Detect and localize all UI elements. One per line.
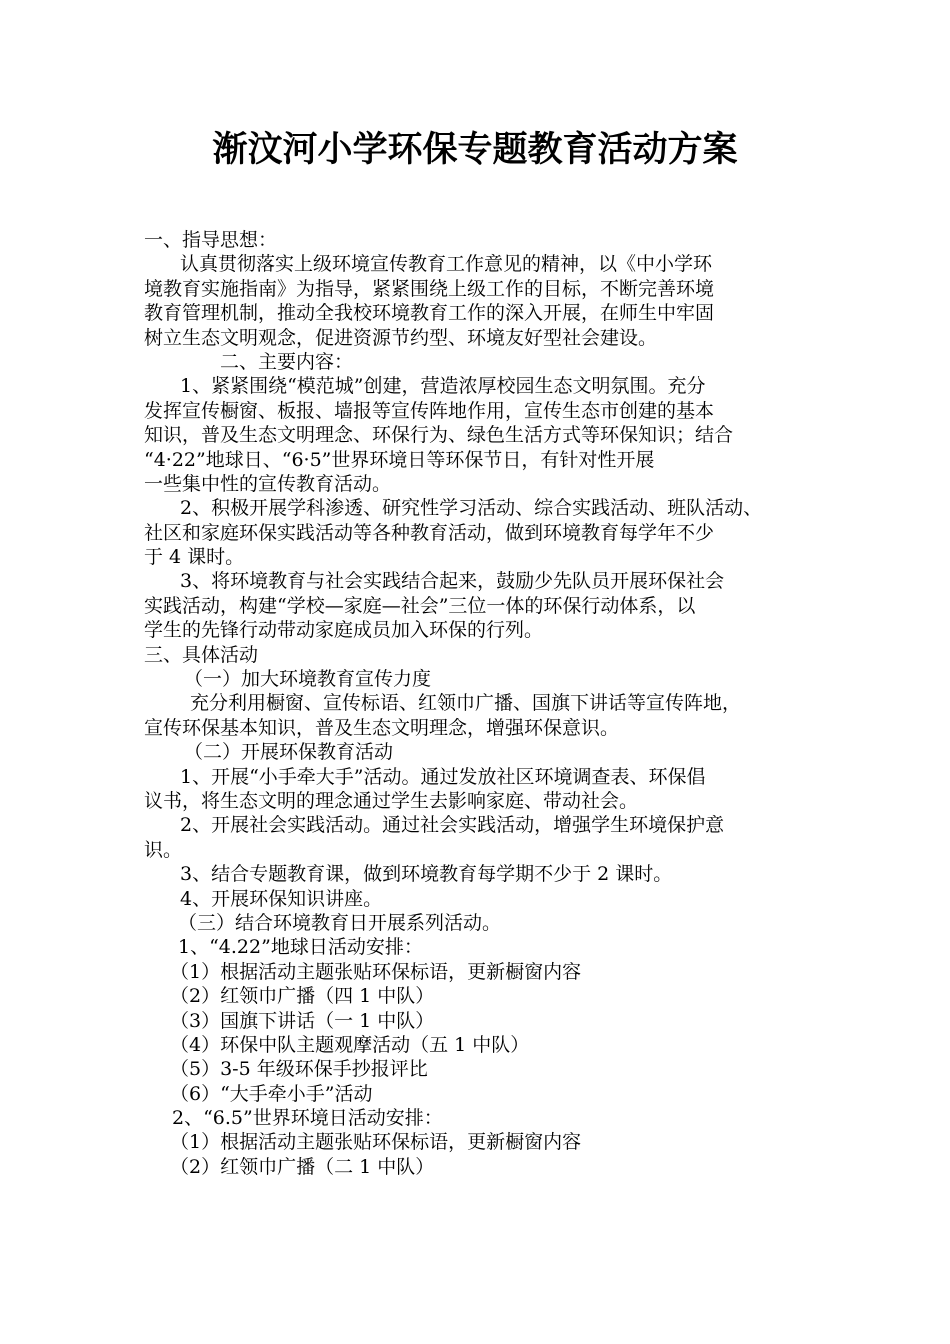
- paragraph-line: 社区和家庭环保实践活动等各种教育活动，做到环境教育每学年不少: [144, 521, 715, 544]
- heading-specific-activities: 三、具体活动: [144, 643, 259, 666]
- paragraph-line: 实践活动，构建“学校—家庭—社会”三位一体的环保行动体系，以: [144, 594, 696, 617]
- list-item: （2）红领巾广播（四 1 中队）: [170, 985, 435, 1008]
- list-item: （1）根据活动主题张贴环保标语，更新橱窗内容: [170, 1131, 582, 1154]
- paragraph-line: 4、开展环保知识讲座。: [180, 887, 383, 910]
- paragraph-line: 议书，将生态文明的理念通过学生去影响家庭、带动社会。: [144, 789, 639, 812]
- paragraph-line: 于 4 课时。: [144, 546, 245, 569]
- paragraph-line: 3、将环境教育与社会实践结合起来，鼓励少先队员开展环保社会: [180, 570, 725, 593]
- subheading: （二）开展环保教育活动: [184, 741, 394, 764]
- list-heading: 2、“6.5”世界环境日活动安排：: [172, 1107, 443, 1130]
- paragraph-line: 境教育实施指南》为指导，紧紧围绕上级工作的目标，不断完善环境: [144, 277, 715, 300]
- paragraph-line: 教育管理机制，推动全我校环境教育工作的深入开展，在师生中牢固: [144, 302, 715, 325]
- paragraph-line: 1、紧紧围绕“模范城”创建，营造浓厚校园生态文明氛围。充分: [180, 375, 706, 398]
- paragraph-line: 2、积极开展学科渗透、研究性学习活动、综合实践活动、班队活动、: [180, 497, 763, 520]
- subheading: （一）加大环境教育宣传力度: [184, 668, 432, 691]
- paragraph-line: 认真贯彻落实上级环境宣传教育工作意见的精神，以《中小学环: [180, 253, 713, 276]
- document-title: 渐汶河小学环保专题教育活动方案: [212, 130, 738, 170]
- list-item: （3）国旗下讲话（一 1 中队）: [170, 1009, 435, 1032]
- paragraph-line: 发挥宣传橱窗、板报、墙报等宣传阵地作用，宣传生态市创建的基本: [144, 399, 715, 422]
- paragraph-line: 2、开展社会实践活动。通过社会实践活动，增强学生环境保护意: [180, 814, 725, 837]
- paragraph-line: 充分利用橱窗、宣传标语、红领巾广播、国旗下讲话等宣传阵地，: [190, 692, 742, 715]
- paragraph-line: 1、开展“小手牵大手”活动。通过发放社区环境调查表、环保倡: [180, 765, 706, 788]
- list-item: （4）环保中队主题观摩活动（五 1 中队）: [170, 1033, 530, 1056]
- paragraph-line: 树立生态文明观念，促进资源节约型、环境友好型社会建设。: [144, 326, 658, 349]
- paragraph-line: 3、结合专题教育课，做到环境教育每学期不少于 2 课时。: [180, 863, 673, 886]
- paragraph-line: 知识，普及生态文明理念、环保行为、绿色生活方式等环保知识；结合: [144, 424, 734, 447]
- heading-main-content: 二、主要内容：: [220, 350, 354, 373]
- paragraph-line: 识。: [144, 838, 183, 861]
- list-item: （1）根据活动主题张贴环保标语，更新橱窗内容: [170, 960, 582, 983]
- paragraph-line: 学生的先锋行动带动家庭成员加入环保的行列。: [144, 619, 544, 642]
- list-item: （5）3-5 年级环保手抄报评比: [170, 1058, 428, 1081]
- heading-guiding-thought: 一、指导思想：: [144, 229, 278, 251]
- subheading: （三）结合环境教育日开展系列活动。: [178, 911, 502, 934]
- paragraph-line: 宣传环保基本知识，普及生态文明理念，增强环保意识。: [144, 716, 620, 739]
- paragraph-line: 一些集中性的宣传教育活动。: [144, 472, 392, 495]
- list-heading: 1、“4.22”地球日活动安排：: [178, 936, 423, 959]
- document-body: [144, 228, 820, 1179]
- list-item: （2）红领巾广播（二 1 中队）: [170, 1155, 435, 1178]
- paragraph-line: “4·22”地球日、“6·5”世界环境日等环保节日，有针对性开展: [144, 448, 655, 471]
- list-item: （6）“大手牵小手”活动: [170, 1082, 373, 1105]
